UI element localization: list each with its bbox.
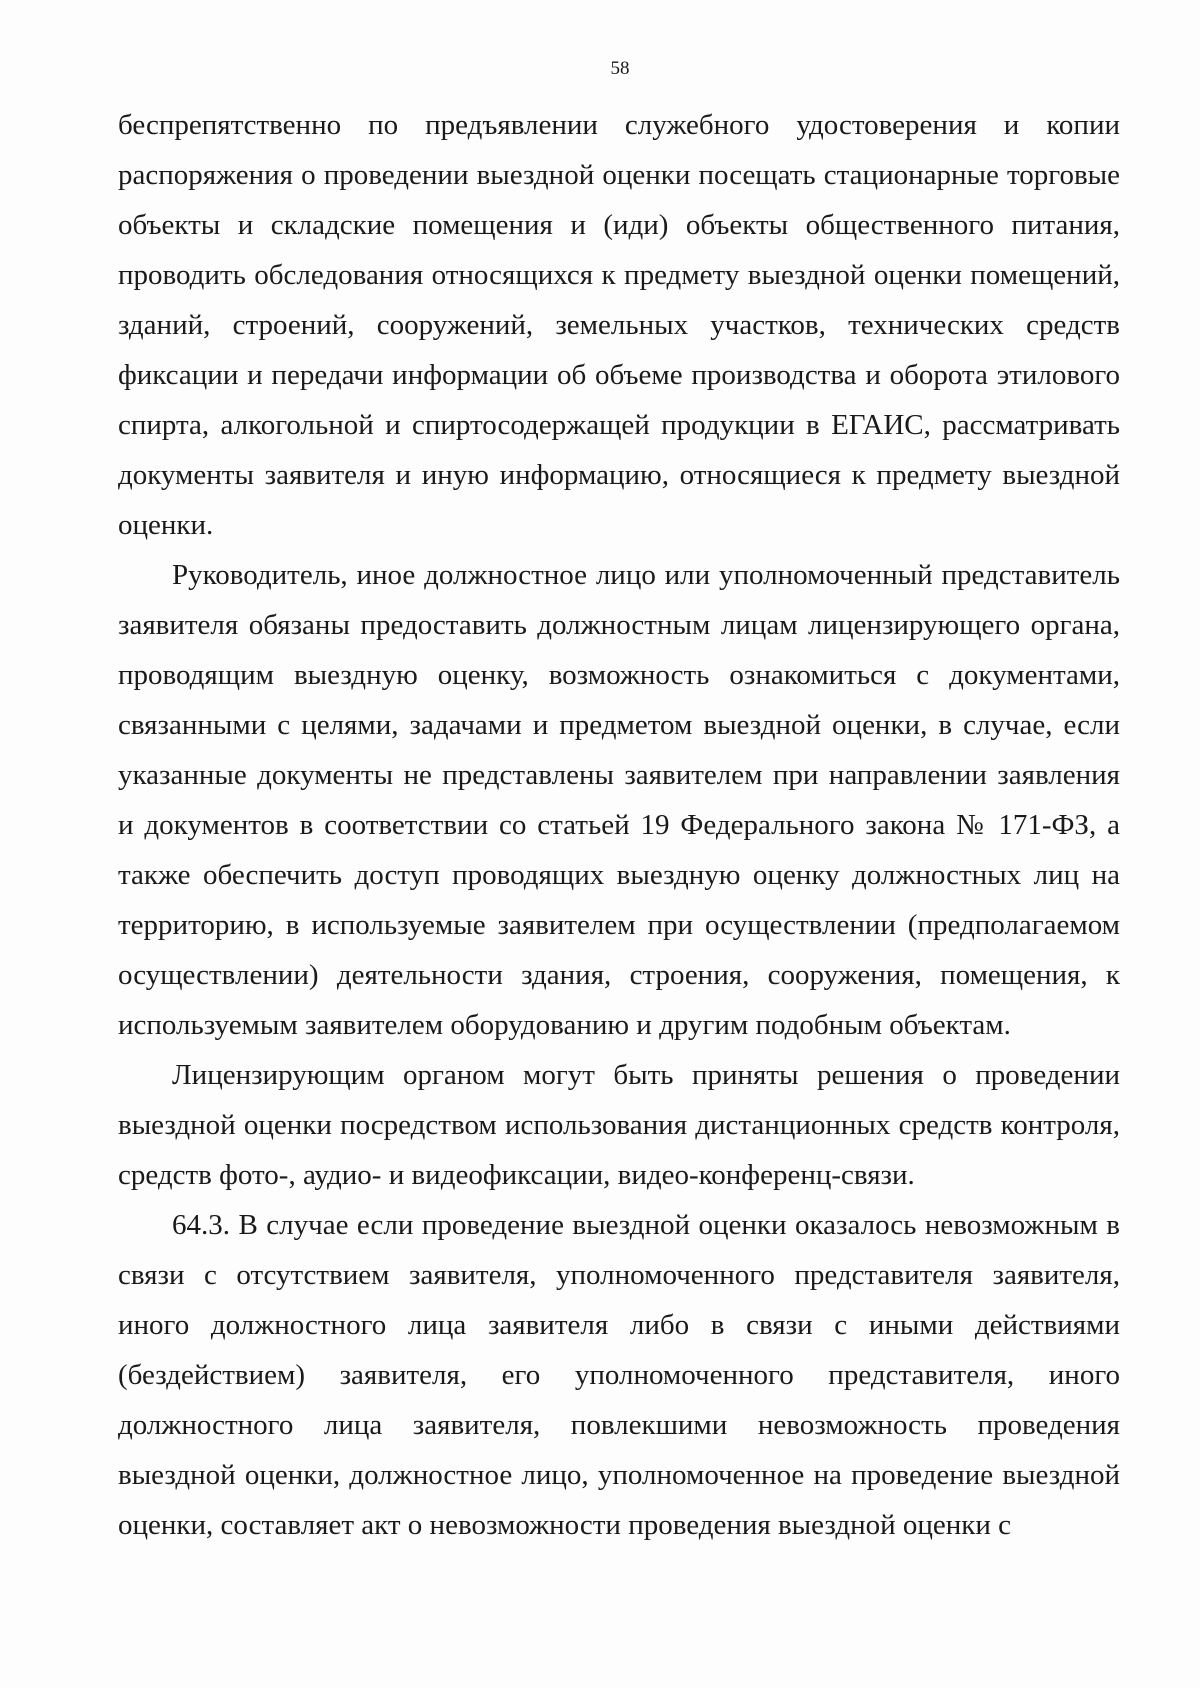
paragraph-3: Лицензирующим органом могут быть приняты решения о проведении выездной оценки посредством использования дистанционных средств контроля, средств фото-, аудио- и видеофиксации, видео-конференц-связи. [118, 1059, 1120, 1191]
document-body [118, 100, 1120, 1550]
paragraph-4: 64.3. В случае если проведение выездной оценки оказалось невозможным в связи с отсутствием заявителя, уполномоченного представителя заявителя, иного должностного лица заявителя либо в связи с иными действиями (бездействием) заявителя, его уполномоченного представителя, иного должностного лица заявителя, повлекшими невозможность проведения выездной оценки, должностное лицо, уполномоченное на проведение выездной оценки, составляет акт о невозможности проведения выездной оценки с [118, 1209, 1120, 1541]
paragraph-2: Руководитель, иное должностное лицо или уполномоченный представитель заявителя обязаны предоставить должностным лицам лицензирующего органа, проводящим выездную оценку, возможность ознакомиться с документами, связанными с целями, задачами и предметом выездной оценки, в случае, если указанные документы не представлены заявителем при направлении заявления и документов в соответствии со статьей 19 Федерального закона № 171-ФЗ, а также обеспечить доступ проводящих выездную оценку должностных лиц на территорию, в используемые заявителем при осуществлении (предполагаемом осуществлении) деятельности здания, строения, сооружения, помещения, к используемым заявителем оборудованию и другим подобным объектам. [118, 559, 1120, 1041]
paragraph-1: беспрепятственно по предъявлении служебного удостоверения и копии распоряжения о проведении выездной оценки посещать стационарные торговые объекты и складские помещения и (иди) объекты общественного питания, проводить обследования относящихся к предмету выездной оценки помещений, зданий, строений, сооружений, земельных участков, технических средств фиксации и передачи информации об объеме производства и оборота этилового спирта, алкогольной и спиртосодержащей продукции в ЕГАИС, рассматривать документы заявителя и иную информацию, относящиеся к предмету выездной оценки. [118, 109, 1120, 541]
page-number: 58 [610, 58, 630, 79]
